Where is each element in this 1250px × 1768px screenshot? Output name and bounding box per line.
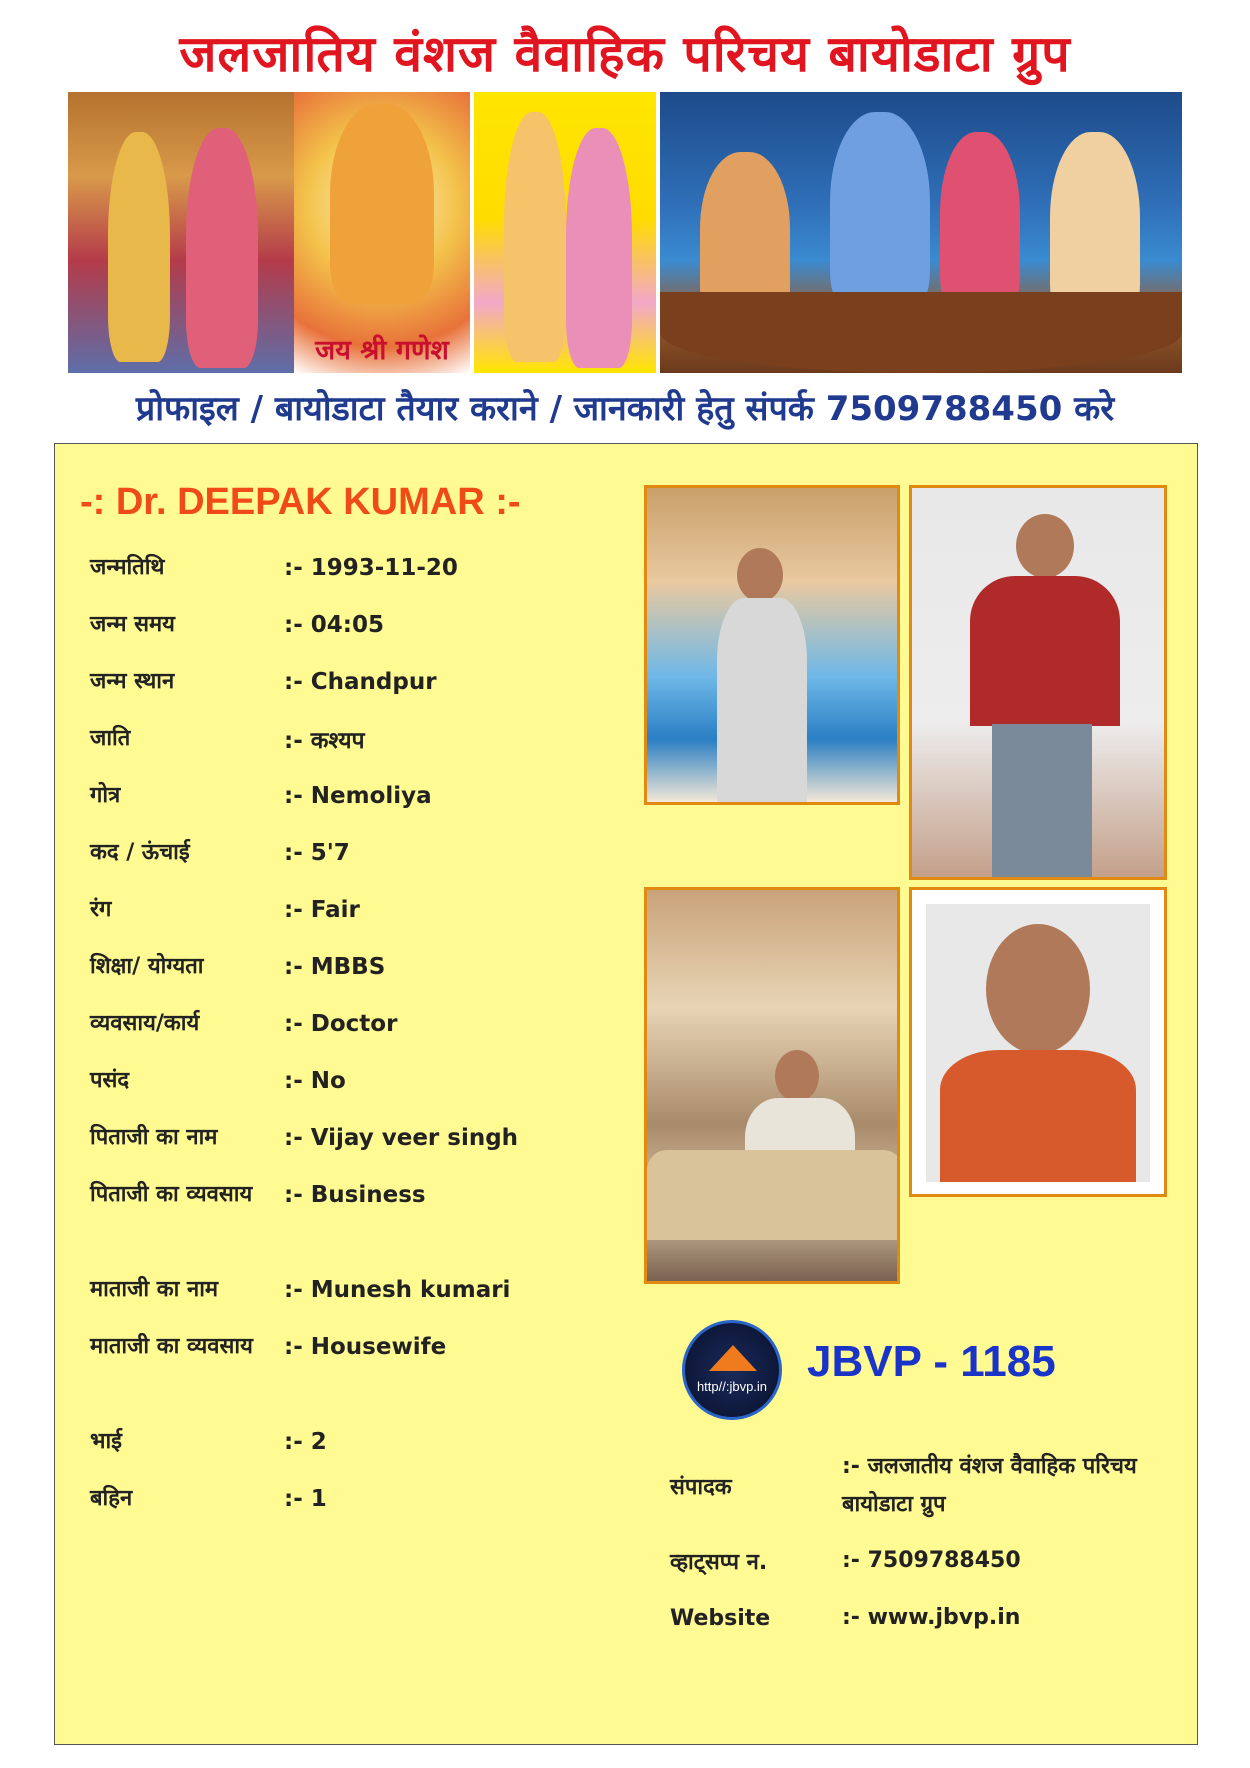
header-banner xyxy=(68,92,1182,373)
detail-value: :- 5'7 xyxy=(284,840,350,866)
detail-value: :- 1 xyxy=(284,1486,327,1512)
candidate-photo-1 xyxy=(644,485,900,805)
detail-value: :- Vijay veer singh xyxy=(284,1125,519,1151)
detail-label: माताजी का नाम xyxy=(90,1277,219,1302)
detail-label: गोत्र xyxy=(90,783,121,808)
header-title: जलजातिय वंशज वैवाहिक परिचय बायोडाटा ग्रुप xyxy=(179,25,1071,83)
contact-row-whatsapp xyxy=(670,1542,1170,1580)
detail-row-dob xyxy=(90,549,650,587)
detail-value: :- Doctor xyxy=(284,1011,398,1037)
detail-label: व्यवसाय/कार्य xyxy=(90,1011,200,1036)
profile-id: JBVP - 1185 xyxy=(807,1337,1056,1386)
house-icon xyxy=(709,1345,757,1371)
detail-label: बहिन xyxy=(90,1486,133,1511)
contact-label: व्हाट्सप्प न. xyxy=(670,1550,768,1575)
detail-label: कद / ऊंचाई xyxy=(90,840,190,865)
detail-label: भाई xyxy=(90,1429,122,1454)
jbvp-logo xyxy=(682,1320,782,1420)
detail-row-education xyxy=(90,948,650,986)
detail-row-occupation xyxy=(90,1005,650,1043)
contact-value: :- 7509788450 xyxy=(842,1548,1021,1573)
detail-row-mother-occupation xyxy=(90,1328,650,1366)
detail-label: पिताजी का व्यवसाय xyxy=(90,1182,253,1207)
detail-row-brothers xyxy=(90,1423,650,1461)
website-link[interactable]: :- www.jbvp.in xyxy=(842,1605,1021,1630)
contact-row-website xyxy=(670,1599,1170,1637)
logo-text: http//:jbvp.in xyxy=(696,1379,768,1394)
candidate-photo-2 xyxy=(909,485,1167,880)
detail-value: :- 1993-11-20 xyxy=(284,555,458,581)
detail-label: पसंद xyxy=(90,1068,130,1093)
detail-row-birth-place xyxy=(90,663,650,701)
candidate-photo-4 xyxy=(909,887,1167,1197)
contact-label: संपादक xyxy=(670,1475,732,1500)
detail-value: :- Fair xyxy=(284,897,360,923)
detail-value: :- No xyxy=(284,1068,346,1094)
detail-value: :- Nemoliya xyxy=(284,783,432,809)
detail-label: जाति xyxy=(90,726,131,751)
detail-row-complexion xyxy=(90,891,650,929)
detail-row-height xyxy=(90,834,650,872)
detail-value: :- कश्यप xyxy=(284,728,365,754)
detail-row-caste xyxy=(90,720,650,758)
detail-label: रंग xyxy=(90,897,112,922)
detail-value: :- Chandpur xyxy=(284,669,437,695)
banner-image-ganesh xyxy=(294,92,470,373)
detail-value: :- Munesh kumari xyxy=(284,1277,511,1303)
candidate-name: -: Dr. DEEPAK KUMAR :- xyxy=(80,481,521,523)
banner-image-ram-sita xyxy=(474,92,656,373)
detail-label: जन्म स्थान xyxy=(90,669,175,694)
contact-row-editor xyxy=(670,1448,1170,1524)
detail-row-gotra xyxy=(90,777,650,815)
detail-value: :- 04:05 xyxy=(284,612,384,638)
contact-label: Website xyxy=(670,1605,771,1631)
detail-row-birth-time xyxy=(90,606,650,644)
detail-row-father-occupation xyxy=(90,1176,650,1214)
detail-value: :- MBBS xyxy=(284,954,386,980)
detail-value: :- Business xyxy=(284,1182,426,1208)
header-subtitle: प्रोफाइल / बायोडाटा तैयार कराने / जानकारी हेतु संपर्क 7509788450 करे xyxy=(135,389,1115,429)
detail-row-preference xyxy=(90,1062,650,1100)
contact-value: :- जलजातीय वंशज वैवाहिक परिचय बायोडाटा ग्रुप xyxy=(842,1454,1137,1517)
detail-row-sisters xyxy=(90,1480,650,1518)
detail-label: जन्मतिथि xyxy=(90,555,165,580)
banner-image-boat-scene xyxy=(660,92,1182,373)
detail-row-father-name xyxy=(90,1119,650,1157)
detail-label: शिक्षा/ योग्यता xyxy=(90,954,204,979)
banner-image-ram-sita-wedding xyxy=(68,92,294,373)
detail-value: :- 2 xyxy=(284,1429,327,1455)
candidate-photo-3 xyxy=(644,887,900,1284)
detail-label: जन्म समय xyxy=(90,612,175,637)
detail-label: माताजी का व्यवसाय xyxy=(90,1334,253,1359)
detail-value: :- Housewife xyxy=(284,1334,447,1360)
detail-row-mother-name xyxy=(90,1271,650,1309)
detail-label: पिताजी का नाम xyxy=(90,1125,218,1150)
banner-caption: जय श्री गणेश xyxy=(315,335,449,366)
